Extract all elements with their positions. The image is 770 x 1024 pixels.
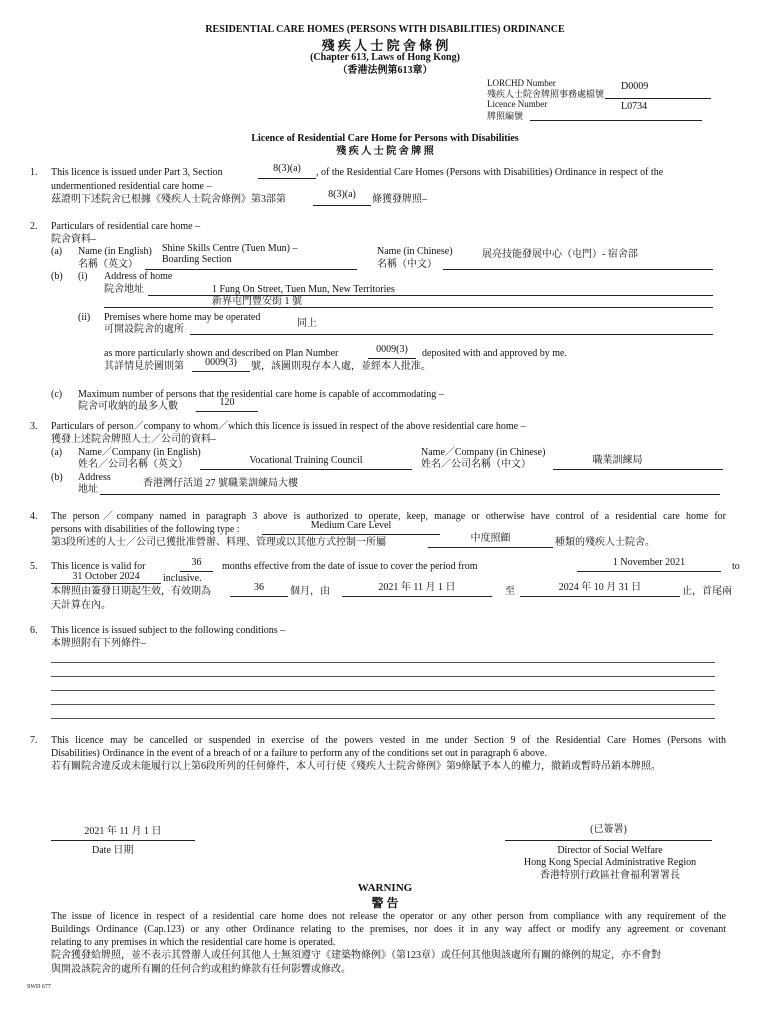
section-7-line-2: Disabilities) Ordinance in the event of a breach of or a failure to perform any of the conditions set out in paragraph 6 above. bbox=[51, 748, 547, 759]
home-address-label-en: Address of home bbox=[104, 271, 173, 282]
condition-line bbox=[51, 676, 715, 677]
home-name-en-label: Name (in English) bbox=[78, 246, 152, 257]
max-persons-underline bbox=[196, 411, 258, 412]
licensee-address-underline bbox=[100, 494, 720, 495]
validity-text-b: months effective from the date of issue to cover the period from bbox=[222, 561, 478, 572]
home-name-zh-value: 展亮技能發展中心（屯門）- 宿舍部 bbox=[482, 249, 638, 260]
plan-zh-underline bbox=[192, 371, 250, 372]
home-address-en: 1 Fung On Street, Tuen Mun, New Territories bbox=[212, 284, 395, 295]
section-2-heading-en: Particulars of residential care home – bbox=[51, 221, 201, 232]
lorchd-label-en: LORCHD Number bbox=[487, 78, 556, 88]
lorchd-number: D0009 bbox=[621, 81, 649, 92]
care-type-zh-underline bbox=[428, 547, 553, 548]
section-6-number: 6. bbox=[30, 625, 38, 636]
home-address-label-zh: 院舍地址 bbox=[104, 284, 144, 295]
months-underline bbox=[180, 571, 213, 572]
issue-date: 2021 年 11 月 1 日 bbox=[84, 826, 162, 837]
validity-zh-b: 個月，由 bbox=[290, 586, 330, 597]
section-value-zh: 8(3)(a) bbox=[328, 189, 356, 200]
licensee-name-en-value: Vocational Training Council bbox=[249, 455, 363, 466]
section-4-line-1: The person／company named in paragraph 3 above is authorized to operate, keep, manage or otherwise have control of a residential care home for bbox=[51, 511, 726, 522]
signatory-title-3: 香港特別行政區社會福利署署長 bbox=[540, 870, 680, 881]
item-label: (ii) bbox=[78, 312, 91, 323]
validity-zh-a: 本牌照由簽發日期起生效，有效期為 bbox=[51, 586, 211, 597]
warning-title-en: WARNING bbox=[357, 882, 413, 894]
plan-text-en-a: as more particularly shown and described on Plan Number bbox=[104, 348, 339, 359]
section-5-number: 5. bbox=[30, 561, 38, 572]
condition-line bbox=[51, 662, 715, 663]
section-1-number: 1. bbox=[30, 167, 38, 178]
date-label: Date 日期 bbox=[92, 845, 134, 856]
licence-label-en: Licence Number bbox=[487, 99, 548, 109]
section-1-text-b: , of the Residential Care Homes (Persons with Disabilities) Ordinance in respect of the bbox=[316, 167, 664, 178]
plan-underline bbox=[368, 358, 416, 359]
section-4-zh-b: 種類的殘疾人士院舍。 bbox=[555, 537, 655, 548]
section-4-number: 4. bbox=[30, 511, 38, 522]
conditions-heading-zh: 本牌照附有下列條件– bbox=[51, 638, 146, 649]
warning-text-zh-1: 院舍獲發給牌照，並不表示其營辦人或任何其他人士無須遵守《建築物條例》（第123章）或任何其他與該處所有關的條例的規定，亦不會對 bbox=[51, 950, 661, 961]
plan-text-zh-b: 號，該圖則現存本人處，並經本人批准。 bbox=[251, 361, 431, 372]
section-underline bbox=[258, 178, 316, 179]
signatory-title-1: Director of Social Welfare bbox=[557, 845, 663, 856]
licensee-name-en-label: Name／Company (in English) bbox=[78, 447, 201, 458]
licensee-address-label-en: Address bbox=[78, 472, 111, 483]
lorchd-label-zh: 殘疾人士院舍牌照事務處檔號 bbox=[487, 89, 605, 99]
home-name-en-underline bbox=[145, 269, 357, 270]
licensee-address-value: 香港灣仔活道 27 號職業訓練局大樓 bbox=[143, 478, 298, 489]
home-name-en-value-2: Boarding Section bbox=[162, 254, 232, 265]
section-1-zh-a: 茲證明下述院舍已根據《殘疾人士院舍條例》第3部第 bbox=[51, 194, 286, 205]
warning-text-en-2: Buildings Ordinance (Cap.123) or any other Ordinance relating to the premises, nor does it in any way affect or modify any agreement or covenant bbox=[51, 924, 726, 935]
section-1-zh-b: 條獲發牌照– bbox=[372, 194, 427, 205]
from-zh-underline bbox=[342, 596, 492, 597]
licensee-name-zh-label-zh: 姓名／公司名稱（中文） bbox=[421, 459, 531, 470]
section-2-heading-zh: 院舍資料– bbox=[51, 234, 96, 245]
section-4-zh-a: 第3段所述的人士／公司已獲批准營辦、料理、管理或以其他方式控制一所屬 bbox=[51, 537, 386, 548]
ordinance-title-en: RESIDENTIAL CARE HOMES (PERSONS WITH DISABILITIES) ORDINANCE bbox=[205, 24, 565, 35]
max-persons-value: 120 bbox=[219, 397, 235, 408]
licence-title-en: Licence of Residential Care Home for Persons with Disabilities bbox=[251, 133, 519, 144]
chapter-en: (Chapter 613, Laws of Hong Kong) bbox=[310, 52, 460, 63]
validity-zh-e: 天計算在內。 bbox=[51, 600, 111, 611]
validity-to-word: to bbox=[732, 561, 740, 572]
item-label: (a) bbox=[51, 246, 63, 257]
licence-number: L0734 bbox=[621, 101, 648, 112]
section-3-heading-en: Particulars of person／company to whom／which this licence is issued in respect of the above residential care home – bbox=[51, 421, 526, 432]
section-2-number: 2. bbox=[30, 221, 38, 232]
licensee-name-en-underline bbox=[200, 469, 412, 470]
ordinance-title-zh: 殘 疾 人 士 院 舍 條 例 bbox=[321, 38, 449, 53]
max-persons-label-en: Maximum number of persons that the residential care home is capable of accommodating – bbox=[78, 389, 444, 400]
home-name-zh-label: Name (in Chinese) bbox=[377, 246, 453, 257]
item-label: (i) bbox=[78, 271, 88, 282]
item-label: (a) bbox=[51, 447, 63, 458]
item-label: (b) bbox=[51, 472, 63, 483]
conditions-heading-en: This licence is issued subject to the following conditions – bbox=[51, 625, 286, 636]
validity-from-zh: 2021 年 11 月 1 日 bbox=[378, 582, 456, 593]
validity-inclusive: inclusive. bbox=[163, 573, 202, 584]
home-name-en-label-zh: 名稱（英文） bbox=[78, 259, 138, 270]
licensee-address-label-zh: 地址 bbox=[78, 484, 98, 495]
licence-underline bbox=[530, 120, 702, 121]
section-value: 8(3)(a) bbox=[273, 163, 301, 174]
validity-zh-d: 止，首尾兩 bbox=[682, 586, 732, 597]
validity-zh-c: 至 bbox=[505, 586, 515, 597]
premises-label-zh: 可開設院舍的處所 bbox=[104, 324, 184, 335]
item-label: (b) bbox=[51, 271, 63, 282]
home-name-zh-underline bbox=[443, 269, 713, 270]
section-7-number: 7. bbox=[30, 735, 38, 746]
form-code: SWD 677 bbox=[27, 984, 51, 990]
section-3-number: 3. bbox=[30, 421, 38, 432]
section-7-line-1: This licence may be cancelled or suspended in exercise of the powers vested in me under Section 9 of the Residential Care Homes (Persons with bbox=[51, 735, 726, 746]
plan-text-en-b: deposited with and approved by me. bbox=[422, 348, 567, 359]
premises-underline bbox=[190, 334, 713, 335]
licence-label-zh: 牌照編號 bbox=[487, 111, 524, 121]
care-type-underline bbox=[262, 534, 440, 535]
licensee-name-zh-value: 職業訓練局 bbox=[592, 455, 643, 466]
section-1-text-2: undermentioned residential care home – bbox=[51, 181, 212, 192]
care-type-value: Medium Care Level bbox=[310, 520, 392, 531]
validity-to-zh: 2024 年 10 月 31 日 bbox=[558, 582, 642, 593]
home-name-en-value-1: Shine Skills Centre (Tuen Mun) – bbox=[162, 243, 298, 254]
item-label: (c) bbox=[51, 389, 63, 400]
care-type-value-zh: 中度照顧 bbox=[470, 533, 511, 544]
premises-label-en: Premises where home may be operated bbox=[104, 312, 261, 323]
validity-months-zh: 36 bbox=[254, 582, 264, 593]
condition-line bbox=[51, 690, 715, 691]
date-line bbox=[51, 840, 195, 841]
condition-line bbox=[51, 704, 715, 705]
signed-mark: (已簽署) bbox=[590, 824, 627, 835]
warning-text-en-3: relating to any premises in which the residential care home is operated. bbox=[51, 937, 336, 948]
warning-title-zh: 警 告 bbox=[371, 896, 399, 910]
plan-number-zh: 0009(3) bbox=[205, 357, 237, 368]
plan-number: 0009(3) bbox=[376, 344, 408, 355]
to-underline bbox=[51, 583, 161, 584]
licensee-name-zh-underline bbox=[553, 469, 723, 470]
months-zh-underline bbox=[230, 596, 288, 597]
validity-to: 31 October 2024 bbox=[72, 571, 140, 582]
licence-title-zh: 殘 疾 人 士 院 舍 牌 照 bbox=[336, 146, 434, 157]
section-7-zh: 若有關院舍違反或未能履行以上第6段所列的任何條件，本人可行使《殘疾人士院舍條例》第9條賦予本人的權力，撤銷或暫時吊銷本牌照。 bbox=[51, 761, 661, 772]
signature-line bbox=[505, 840, 712, 841]
max-persons-label-zh: 院舍可收納的最多人數 bbox=[78, 401, 178, 412]
address-underline-2 bbox=[104, 307, 713, 308]
home-address-zh: 新界屯門豐安街 1 號 bbox=[212, 296, 302, 307]
chapter-zh: （香港法例第613章） bbox=[337, 65, 433, 76]
section-4-line-2: persons with disabilities of the following type : bbox=[51, 524, 240, 535]
section-1-text-a: This licence is issued under Part 3, Section bbox=[51, 167, 223, 178]
validity-text-a: This licence is valid for bbox=[51, 561, 146, 572]
plan-text-zh-a: 其詳情見於圖則第 bbox=[104, 361, 184, 372]
to-zh-underline bbox=[520, 596, 680, 597]
warning-text-zh-2: 與開設該院舍的處所有關的任何合約或租約條款有任何影響或修改。 bbox=[51, 964, 351, 975]
licensee-name-en-label-zh: 姓名／公司名稱（英文） bbox=[78, 459, 188, 470]
licensee-name-zh-label: Name／Company (in Chinese) bbox=[421, 447, 546, 458]
validity-from: 1 November 2021 bbox=[612, 557, 686, 568]
signatory-title-2: Hong Kong Special Administrative Region bbox=[523, 857, 697, 868]
lorchd-underline bbox=[605, 98, 711, 99]
condition-line bbox=[51, 718, 715, 719]
validity-months: 36 bbox=[191, 557, 202, 568]
section-3-heading-zh: 獲發上述院舍牌照人士／公司的資料– bbox=[51, 434, 216, 445]
home-name-zh-label-zh: 名稱（中文） bbox=[377, 259, 437, 270]
from-underline bbox=[577, 571, 721, 572]
section-zh-underline bbox=[313, 205, 371, 206]
warning-text-en-1: The issue of licence in respect of a residential care home does not release the operator or any other person from compliance with any requirement of the bbox=[51, 911, 726, 922]
premises-value: 同上 bbox=[297, 318, 317, 329]
